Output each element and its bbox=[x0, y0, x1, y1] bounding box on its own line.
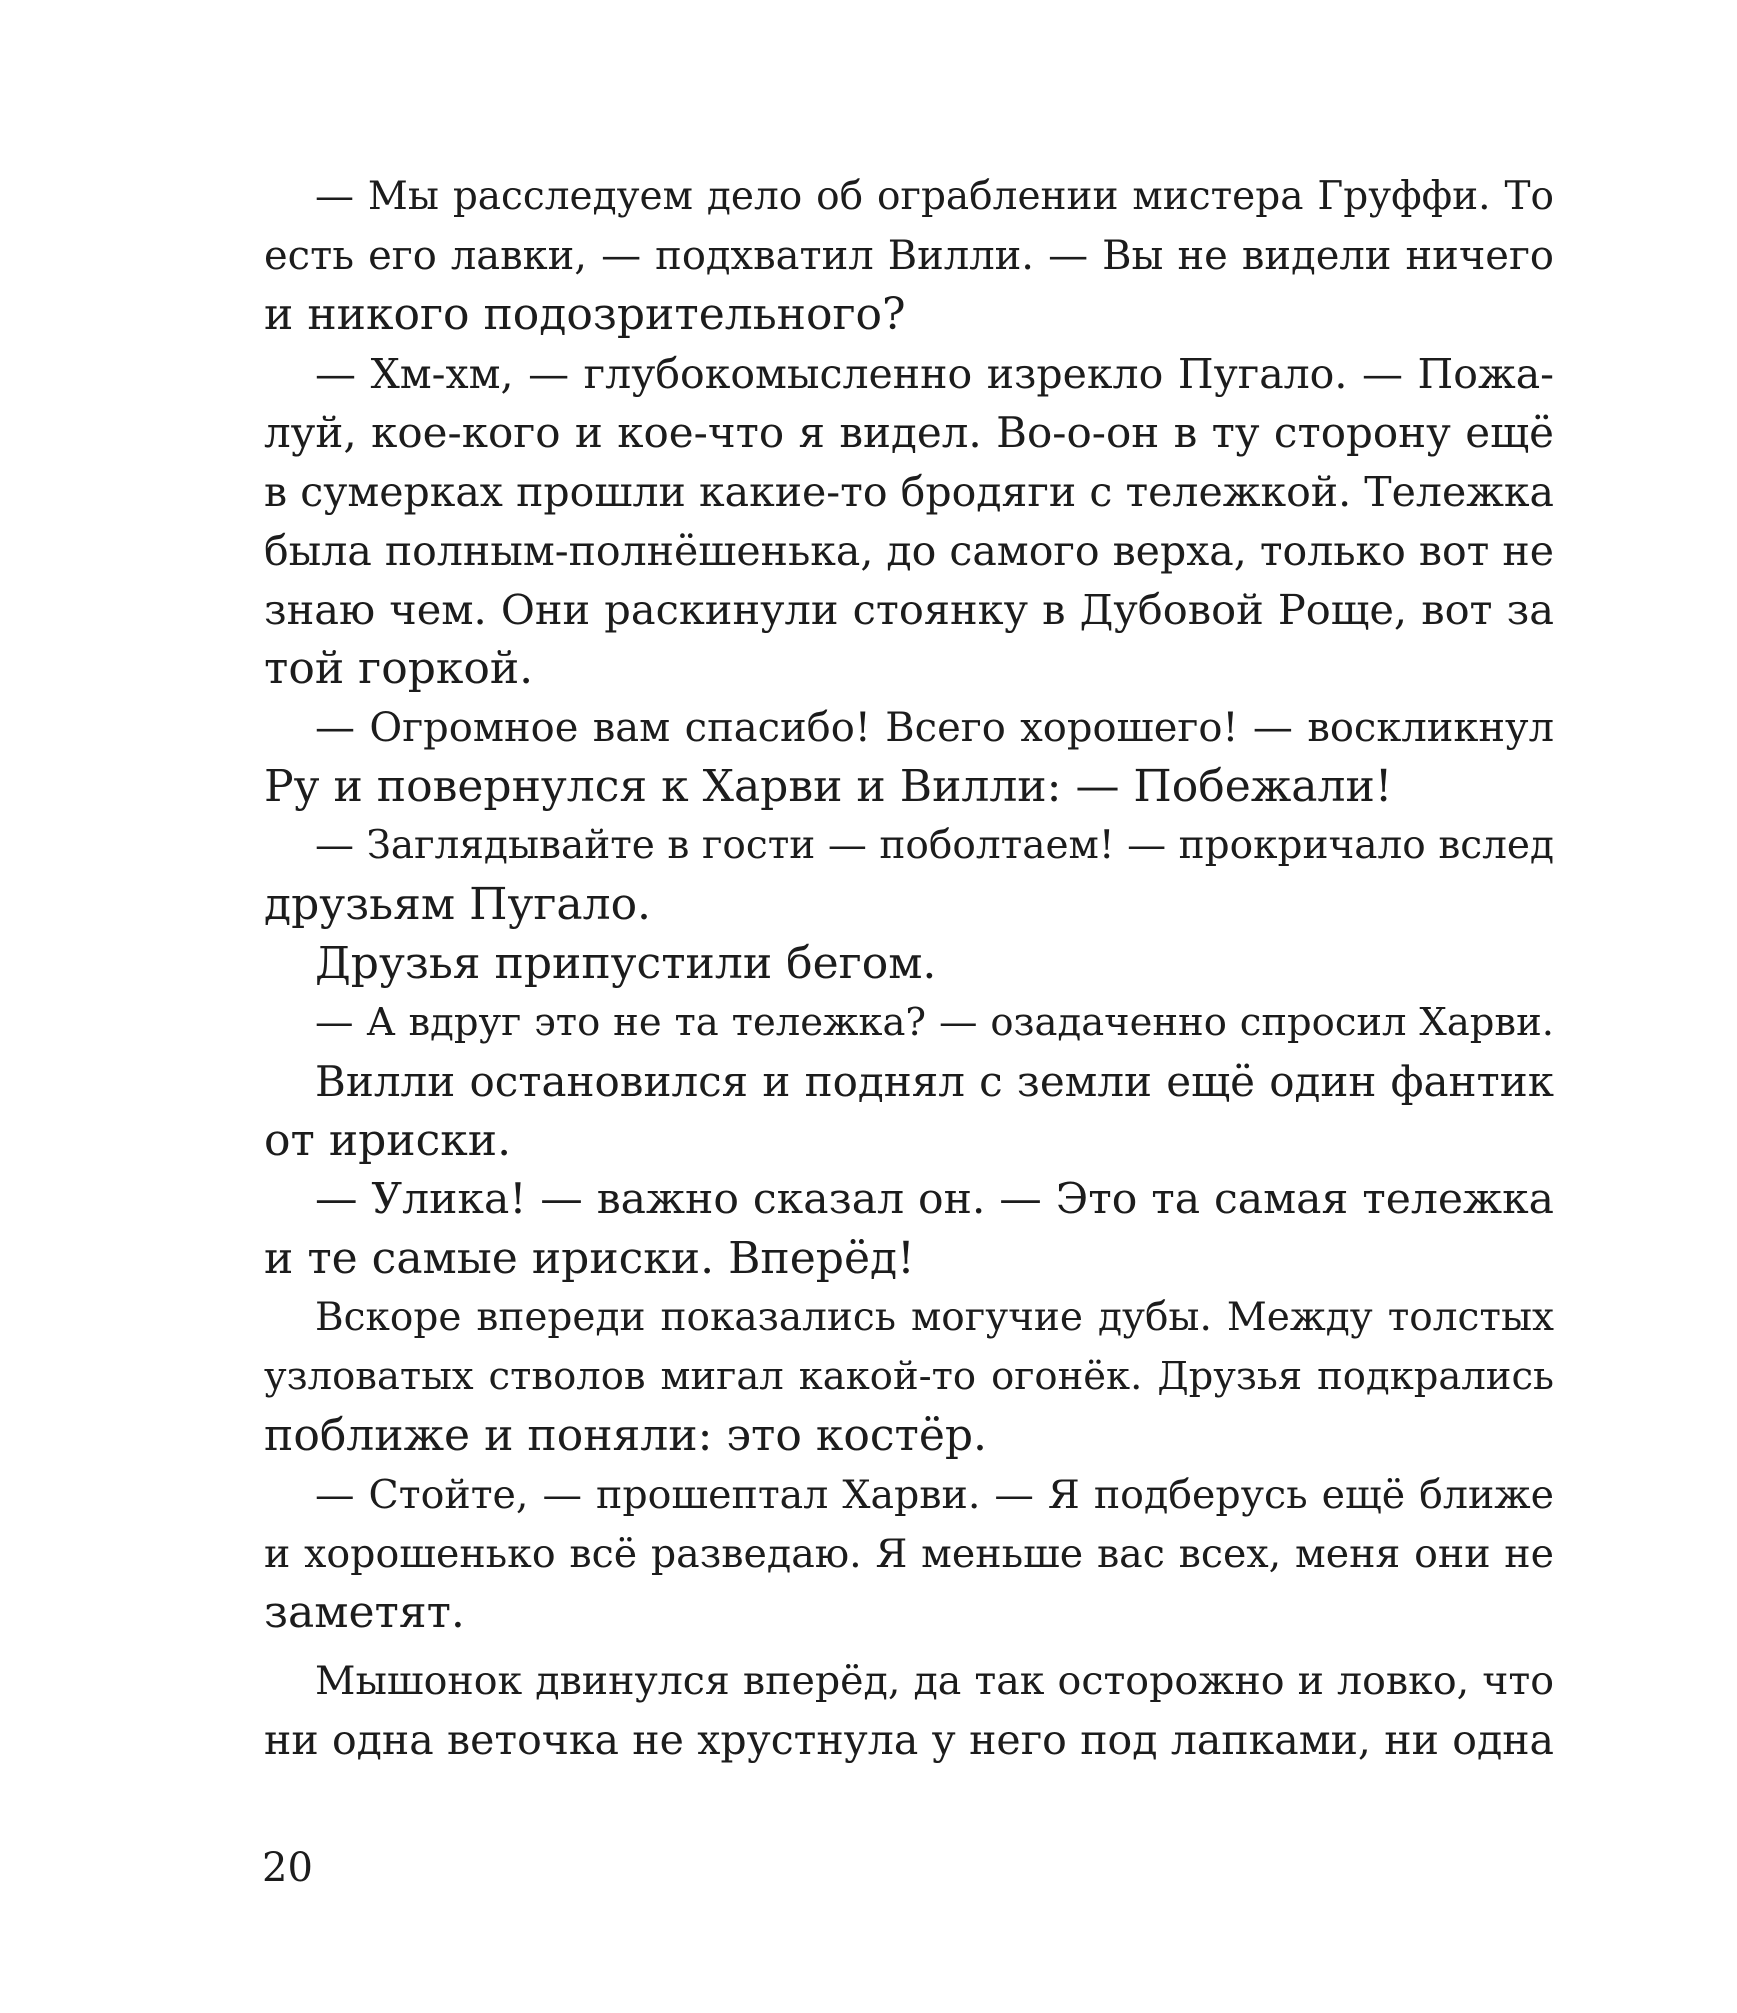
text-line: — Мы расследуем дело об ограблении мистера Груффи. То bbox=[315, 174, 1554, 219]
text-line: от ириски. bbox=[264, 1115, 512, 1166]
text-line: и хорошенько всё разведаю. Я меньше вас всех, меня они не bbox=[264, 1531, 1554, 1577]
text-line: Друзья припустили бегом. bbox=[315, 938, 937, 989]
text-line: Вилли остановился и поднял с земли ещё один фантик bbox=[315, 1057, 1554, 1106]
text-line: луй, кое-кого и кое-что я видел. Во-о-он в ту сторону ещё bbox=[264, 408, 1554, 457]
text-line: — Заглядывайте в гости — поболтаем! — прокричало вслед bbox=[315, 823, 1554, 868]
text-line: Ру и повернулся к Харви и Вилли: — Побежали! bbox=[264, 761, 1393, 812]
text-line: поближе и поняли: это костёр. bbox=[264, 1410, 988, 1461]
text-line: — Улика! — важно сказал он. — Это та самая тележка bbox=[315, 1175, 1554, 1224]
text-line: — Стойте, — прошептал Харви. — Я подберусь ещё ближе bbox=[315, 1472, 1554, 1518]
text-line: и никого подозрительного? bbox=[264, 289, 906, 340]
text-line: друзьям Пугало. bbox=[264, 879, 652, 930]
text-line: — Хм-хм, — глубокомысленно изрекло Пугало. — Пожа- bbox=[315, 350, 1554, 398]
text-line: той горкой. bbox=[264, 643, 534, 694]
text-line: знаю чем. Они раскинули стоянку в Дубовой Роще, вот за bbox=[264, 585, 1554, 634]
text-line: Мышонок двинулся вперёд, да так осторожно и ловко, что bbox=[315, 1658, 1554, 1704]
text-line: заметят. bbox=[264, 1587, 465, 1638]
text-line: Вскоре впереди показались могучие дубы. Между толстых bbox=[315, 1295, 1554, 1340]
text-line: — А вдруг это не та тележка? — озадаченно спросил Харви. bbox=[315, 1000, 1554, 1045]
text-line: в сумерках прошли какие-то бродяги с тележкой. Тележка bbox=[264, 468, 1554, 516]
text-line: ни одна веточка не хрустнула у него под лапками, ни одна bbox=[264, 1716, 1554, 1764]
text-line: — Огромное вам спасибо! Всего хорошего! — воскликнул bbox=[315, 705, 1554, 751]
text-line: узловатых стволов мигал какой-то огонёк. Друзья подкрались bbox=[264, 1354, 1554, 1399]
page-number: 20 bbox=[262, 1845, 313, 1891]
text-line: есть его лавки, — подхватил Вилли. — Вы не видели ничего bbox=[264, 233, 1554, 279]
text-line: и те самые ириски. Вперёд! bbox=[264, 1233, 915, 1284]
text-line: была полным-полнёшенька, до самого верха, только вот не bbox=[264, 527, 1554, 575]
